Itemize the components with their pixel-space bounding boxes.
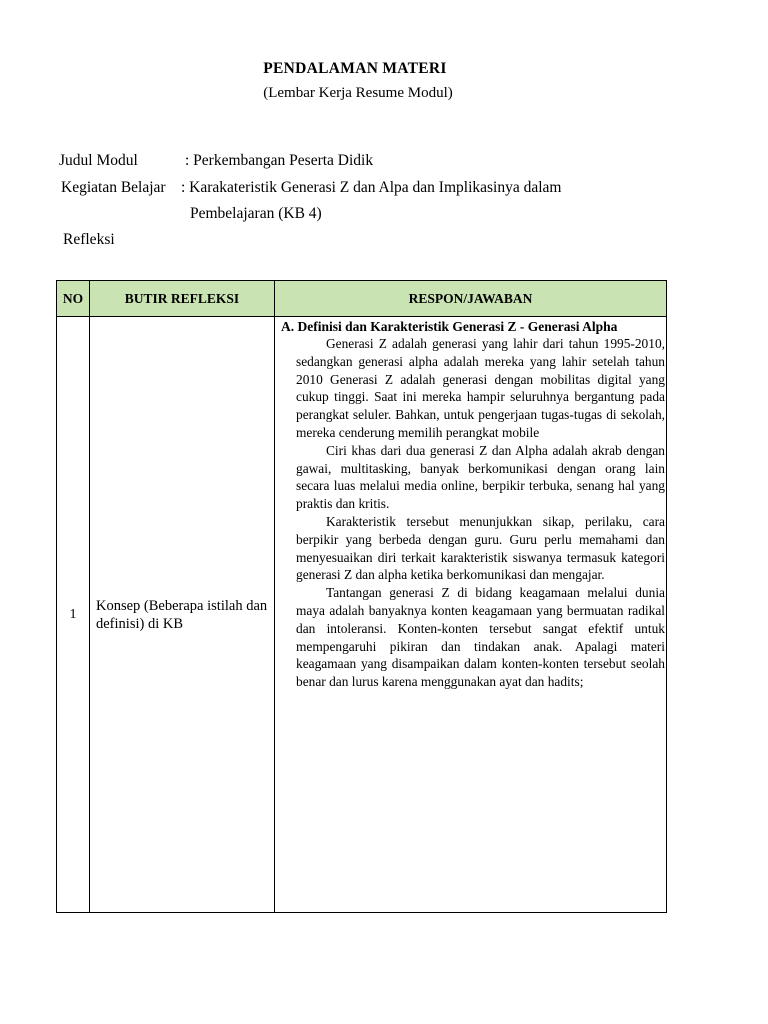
butir-refleksi-cell: Konsep (Beberapa istilah dan definisi) di KB (90, 317, 275, 913)
response-paragraph-3: Karakteristik tersebut menunjukkan sikap, perilaku, cara berpikir yang berbeda dengan guru. Guru perlu memahami dan menyesuaikan diri terkait karakteristik siswanya termasuk kategori generasi Z dan alpha ketika berkomunikasi dan mengajar. (296, 513, 665, 583)
table-header-row (57, 281, 667, 317)
row-number: 1 (57, 317, 90, 913)
response-paragraph-1: Generasi Z adalah generasi yang lahir dari tahun 1995-2010, sedangkan generasi alpha adalah mereka yang lahir setelah tahun 2010 Generasi Z adalah generasi dengan mobilitas digital yang cukup tinggi. Saat ini mereka hampir seluruhnya bergantung pada perangkat seluler. Bahkan, untuk pengerjaan tugas-tugas di sekolah, mereka cenderung memilih perangkat mobile (296, 336, 665, 440)
reflection-table (56, 280, 667, 913)
table-row (57, 317, 667, 913)
response-paragraph-2: Ciri khas dari dua generasi Z dan Alpha adalah akrab dengan gawai, multitasking, banyak berkomunikasi dengan orang lain secara luas melalui media online, berpikir terbuka, senang hal yang praktis dan kritis. (296, 442, 665, 512)
page-subtitle: (Lembar Kerja Resume Modul) (263, 85, 453, 101)
page-title: PENDALAMAN MATERI (263, 60, 447, 77)
refleksi-label: Refleksi (63, 231, 115, 248)
kegiatan-belajar-value: : Karakateristik Generasi Z dan Alpa dan Implikasinya dalam (181, 179, 562, 196)
judul-modul-label: Judul Modul (59, 152, 138, 169)
header-no: NO (57, 281, 90, 317)
response-paragraph-4: Tantangan generasi Z di bidang keagamaan melalui dunia maya adalah banyaknya konten keagamaan yang bermuatan radikal dan intoleransi. Konten-konten tersebut sangat efektif untuk mempengaruhi pikiran dan tindakan anak. Apalagi materi keagamaan yang disampaikan dalam konten-konten tersebut seolah benar dan lurus karena menggunakan ayat dan hadits; (296, 585, 665, 690)
kegiatan-belajar-value-cont: Pembelajaran (KB 4) (190, 205, 322, 222)
section-heading: A. Definisi dan Karakteristik Generasi Z - Generasi Alpha (281, 319, 618, 334)
judul-modul-value: : Perkembangan Peserta Didik (185, 152, 374, 169)
header-butir-refleksi: BUTIR REFLEKSI (90, 281, 275, 317)
header-respon-jawaban: RESPON/JAWABAN (275, 281, 667, 317)
respon-cell (275, 317, 667, 913)
kegiatan-belajar-label: Kegiatan Belajar (61, 179, 166, 196)
